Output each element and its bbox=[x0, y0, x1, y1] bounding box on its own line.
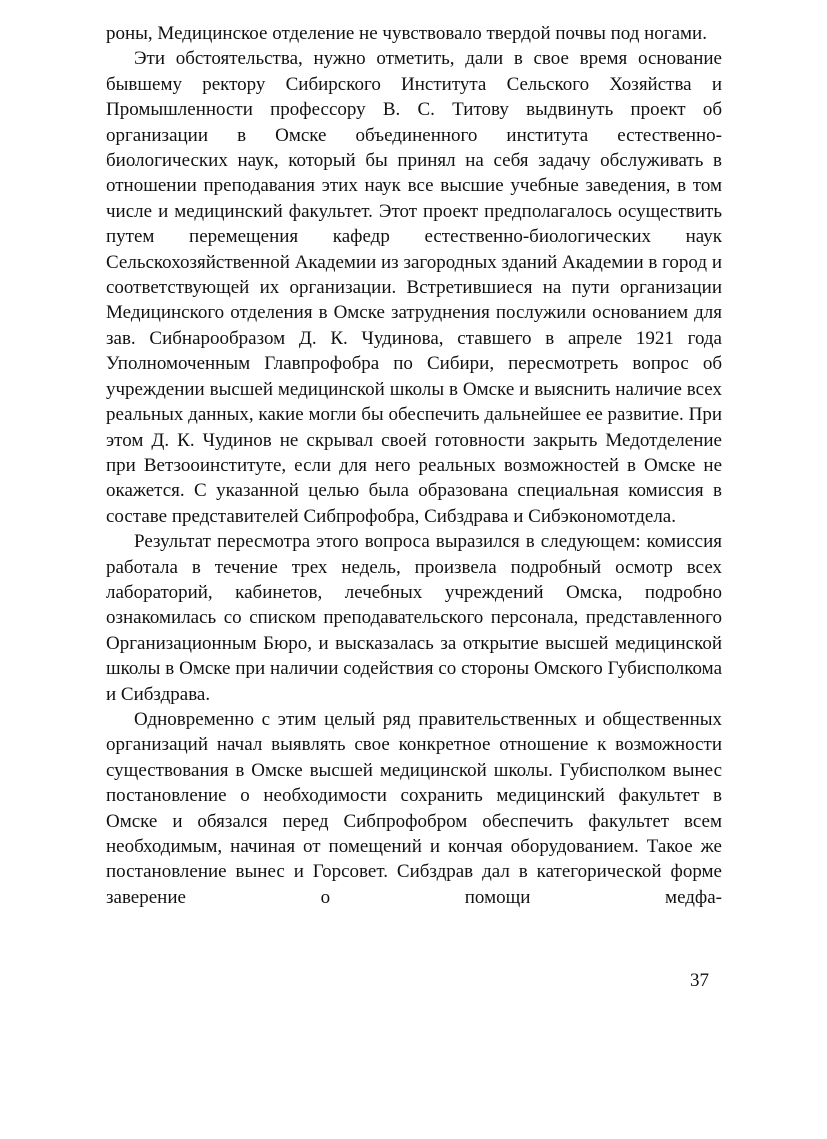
paragraph-commission-result: Результат пересмотра этого вопроса выразился в следующем: комиссия работала в течение трех недель, произвела подробный осмотр всех лабораторий, кабинетов, лечебных учреждений Омска, подробно ознакомилась со списком преподавательского персонала, представленного Организационным Бюро, и высказалась за открытие высшей медицинской школы в Омске при наличии содействия со стороны Омского Губисполкома и Сибздрава. bbox=[106, 531, 722, 705]
paragraph-titov-project: Эти обстоятельства, нужно отметить, дали в свое время основание бывшему ректору Сибирского Института Сельского Хозяйства и Промышленности профессору В. С. Титову выдвинуть проект об организации в Омске объединенного института естественно-биологических наук, который бы принял на себя задачу обслуживать в отношении преподавания этих наук все высшие учебные заведения, в том числе и медицинский факультет. Этот проект предполагалось осуществить путем перемещения кафедр естественно-биологических наук Сельскохозяйственной Академии из загородных зданий Академии в город и соответствующей их организации. Встретившиеся на пути организации Медицинского отделения в Омске затруднения послужили основанием для зав. Сибнарообразом Д. К. Чудинова, ставшего в апреле 1921 года Уполномоченным Главпрофобра по Сибири, пересмотреть вопрос об учреждении высшей медицинской школы в Омске и выяснить наличие всех реальных данных, какие могли бы обеспечить дальнейшее ее развитие. При этом Д. К. Чудинов не скрывал своей готовности закрыть Медотделение при Ветзооинституте, если для него реальных возможностей в Омске не окажется. С указанной целью была образована специальная комиссия в составе представителей Сибпрофобра, Сибздрава и Сибэкономотдела. bbox=[106, 48, 722, 527]
page-number: 37 bbox=[690, 970, 709, 991]
page-body-text bbox=[106, 21, 722, 910]
paragraph-organizations-support: Одновременно с этим целый ряд правительственных и общественных организаций начал выявлять свое конкретное отношение к возможности существования в Омске высшей медицинской школы. Губисполком вынес постановление о необходимости сохранить медицинский факультет в Омске и обязался перед Сибпрофобром обеспечить факультет всем необходимым, начиная от помещений и кончая оборудованием. Такое же постановление вынес и Горсовет. Сибздрав дал в категорической форме заверение о помощи медфа- bbox=[106, 708, 722, 908]
paragraph-continuation: роны, Медицинское отделение не чувствовало твердой почвы под ногами. bbox=[106, 23, 707, 44]
